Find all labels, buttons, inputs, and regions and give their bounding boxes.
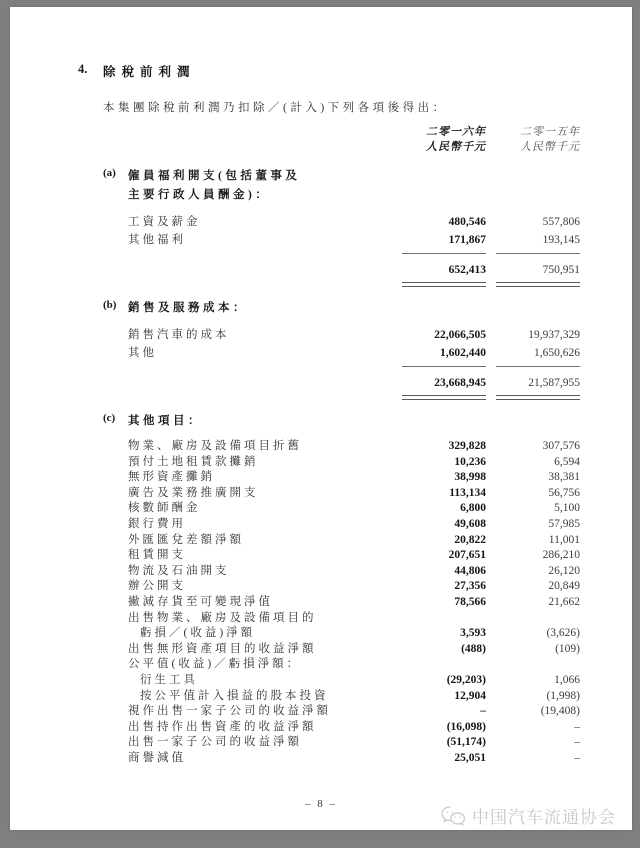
row-label: 按公平值計入損益的股本投資 [140,689,329,702]
value-2015: (19,408) [540,705,580,718]
table-row [128,517,580,533]
single-rule [128,253,580,254]
note-title-text: 除稅前利潤 [103,65,196,79]
table-row [128,611,580,627]
watermark [440,803,616,828]
section-c [78,412,580,766]
value-2016: 480,546 [448,216,486,228]
table-row [128,501,580,517]
value-2016: 12,904 [454,689,486,702]
row-label: 工資及薪金 [128,216,201,228]
value-2015: 56,756 [548,486,580,499]
section-letter: (b) [103,299,117,311]
table-row [128,579,580,595]
sections [78,167,580,766]
column-header-2016-unit: 人民幣千元 [426,141,486,153]
column-header-2015 [486,125,580,155]
value-2016: 38,998 [454,471,486,484]
section-body [128,439,580,766]
row-label: 出售物業、廠房及設備項目的 [128,611,317,624]
table-row [128,595,580,611]
section-total [128,261,580,279]
value-2016: 329,828 [448,440,486,452]
row-label: 無形資產攤銷 [128,471,215,484]
row-label: 虧損／(收益)淨額 [140,627,256,640]
table-row [128,673,580,689]
table-row [128,455,580,471]
row-label: 辦公開支 [128,580,186,593]
section-rows [128,439,580,766]
value-2016: 27,356 [454,580,486,593]
section-total [128,374,580,392]
row-label: 其他福利 [128,234,186,246]
value-2015: – [574,751,580,764]
table-row [128,735,580,751]
row-label: 撇減存貨至可變現淨值 [128,595,273,608]
section-heading-line: 主要行政人員酬金)： [128,189,271,201]
section-heading-text [128,412,203,431]
table-row [128,486,580,502]
row-label: 銀行費用 [128,517,186,530]
value-2016: 652,413 [448,264,486,276]
table-row [128,470,580,486]
table-row [128,326,580,344]
value-2015: (109) [555,642,580,655]
table-row [128,626,580,642]
value-2016: 78,566 [454,595,486,608]
value-2015: 557,806 [542,216,580,228]
watermark-text: 中国汽车流通协会 [472,808,616,827]
column-header-2016 [374,125,486,155]
document-page [10,7,632,830]
row-label: 出售持作出售資產的收益淨額 [128,720,317,733]
table-row [128,564,580,580]
value-2015: 21,662 [548,595,580,608]
row-label: 衍生工具 [140,673,198,686]
value-2015: (3,626) [546,627,580,640]
section-body [128,326,580,400]
row-label: 出售一家子公司的收益淨額 [128,736,302,749]
section-heading [78,167,580,205]
section-letter: (a) [103,167,116,179]
row-label: 外匯匯兌差額淨額 [128,533,244,546]
value-2015: 6,594 [554,455,580,468]
value-2016: 3,593 [460,627,486,640]
value-2015: 307,576 [542,440,580,452]
value-2016: – [480,705,486,718]
value-2015: 193,145 [542,234,580,246]
section-heading-line: 銷售及服務成本： [128,302,248,314]
value-2015: 750,951 [542,264,580,276]
value-2015: 5,100 [554,502,580,515]
table-row [128,548,580,564]
section-heading-text [128,167,300,205]
table-row [128,720,580,736]
section-heading-line: 其他項目： [128,415,203,427]
table-row [128,344,580,362]
table-row [128,213,580,231]
section-b [78,299,580,400]
section-letter: (c) [103,412,116,424]
row-label: 租賃開支 [128,549,186,562]
row-label: 物流及石油開支 [128,564,230,577]
table-row [128,439,580,455]
value-2016: (29,203) [446,673,486,686]
value-2016: 49,608 [454,517,486,530]
table-row [128,374,580,392]
value-2016: 22,066,505 [434,329,486,341]
double-rule [128,282,580,287]
row-label: 物業、廠房及設備項目折舊 [128,440,302,452]
column-headers [78,125,580,155]
value-2016: 20,822 [454,533,486,546]
row-label: 商譽減值 [128,751,186,764]
value-2016: 113,134 [449,486,486,499]
value-2015: – [574,720,580,733]
table-row [128,751,580,767]
note-intro: 本集團除稅前利潤乃扣除／(計入)下列各項後得出： [103,102,448,114]
note-number: 4. [78,62,88,76]
value-2016: 1,602,440 [440,347,486,359]
table-row [128,231,580,249]
value-2015: 11,001 [548,533,580,546]
double-rule [128,395,580,400]
value-2016: (16,098) [446,720,486,733]
value-2016: 23,668,945 [434,377,486,389]
value-2015: 1,066 [554,673,580,686]
single-rule [128,366,580,367]
row-label: 銷售汽車的成本 [128,329,230,341]
section-body [128,213,580,287]
row-label: 視作出售一家子公司的收益淨額 [128,705,331,718]
section-heading-line: 僱員福利開支(包括董事及 [128,170,301,182]
section-heading [78,299,580,318]
value-2015: 57,985 [548,517,580,530]
section-heading [78,412,580,431]
value-2016: 25,051 [454,751,486,764]
column-header-2015-unit: 人民幣千元 [520,141,580,153]
value-2016: 207,651 [448,549,486,562]
value-2016: 44,806 [454,564,486,577]
row-label: 核數師酬金 [128,502,201,515]
row-label: 其他 [128,347,157,359]
section-rows [128,326,580,362]
note-content [78,7,580,766]
section-heading-text [128,299,248,318]
table-row [128,689,580,705]
wechat-icon [440,805,466,827]
table-row [128,704,580,720]
value-2015: 21,587,955 [528,377,580,389]
row-label: 預付土地租賃款攤銷 [128,455,259,468]
value-2015: 38,381 [548,471,580,484]
value-2015: 20,849 [548,580,580,593]
column-header-2015-year: 二零一五年 [520,126,580,138]
table-row [128,642,580,658]
row-label: 出售無形資產項目的收益淨額 [128,642,317,655]
table-row [128,533,580,549]
value-2015: 19,937,329 [528,329,580,341]
value-2015: – [574,736,580,749]
note-title [78,62,580,80]
page-number: – 8 – [305,798,337,810]
row-label: 廣告及業務推廣開支 [128,486,259,499]
row-label: 公平值(收益)／虧損淨額： [128,658,302,671]
value-2016: (488) [461,642,486,655]
column-header-2016-year: 二零一六年 [426,126,486,138]
section-a [78,167,580,287]
value-2015: 26,120 [548,564,580,577]
value-2015: 286,210 [542,549,580,562]
value-2015: 1,650,626 [534,347,580,359]
value-2016: 10,236 [454,455,486,468]
table-row [128,261,580,279]
table-row [128,657,580,673]
value-2016: (51,174) [446,736,486,749]
value-2015: (1,998) [546,689,580,702]
value-2016: 171,867 [448,234,486,246]
value-2016: 6,800 [460,502,486,515]
section-rows [128,213,580,249]
